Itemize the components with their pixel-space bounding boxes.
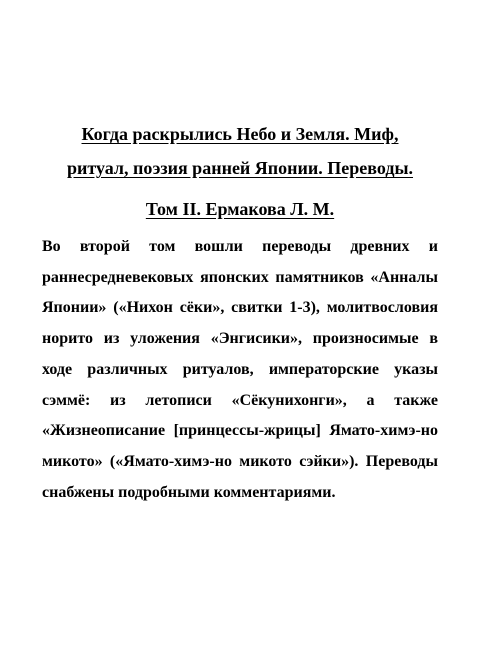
book-title-line-1[interactable]: Когда раскрылись Небо и Земля. Миф, <box>81 124 399 144</box>
book-description: Во второй том вошли переводы древних и раннесредневековых японских памятников «Анналы Японии» («Нихон сёки», свитки 1-3), молитвословия норито из уложения «Энгисики», произносимые в ходе различных ритуалов, императорские указы сэммё: из летописи «Сёкунихонги», а также «Жизнеописание [принцессы-жрицы] Ямато-химэ-но микото» («Ямато-химэ-но микото сэйки»). Переводы снабжены подробными комментариями. <box>42 238 438 501</box>
book-title-line-2[interactable]: ритуал, поэзия ранней Японии. Переводы. <box>66 158 414 178</box>
book-volume-author[interactable]: Том II. Ермакова Л. М. <box>145 199 335 219</box>
